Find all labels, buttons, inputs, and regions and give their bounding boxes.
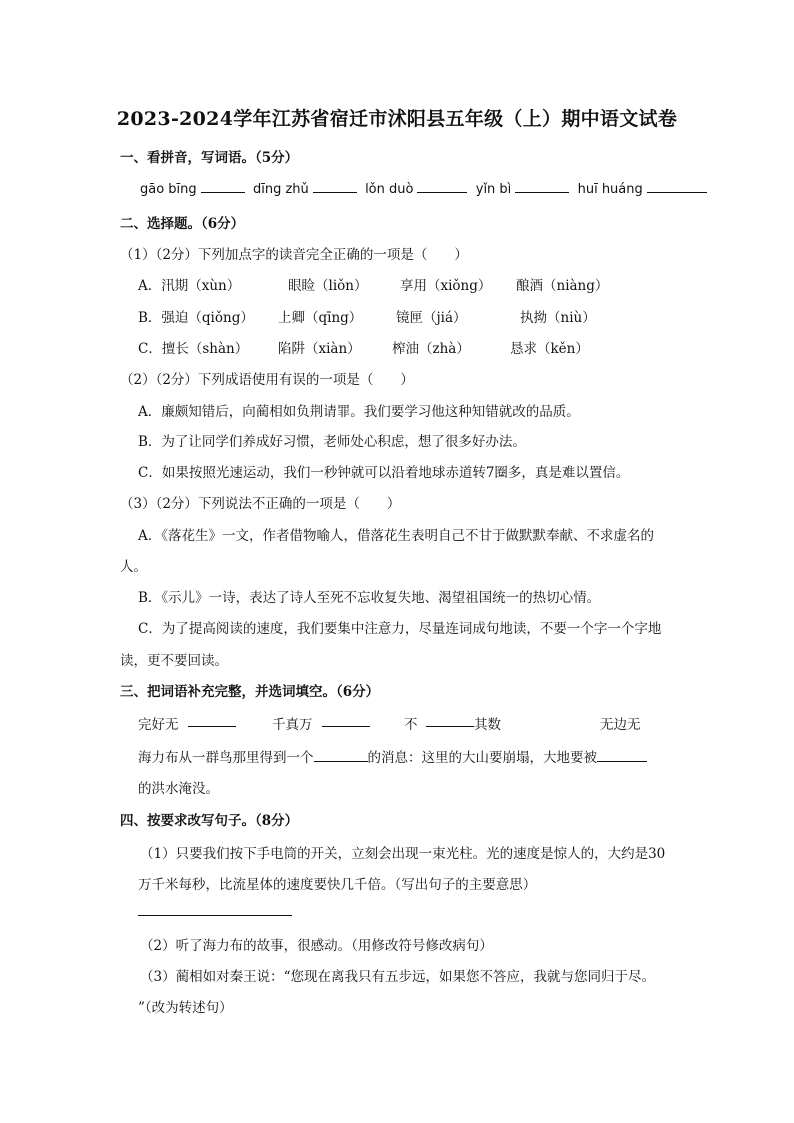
section-4-heading: 四、按要求改写句子。（8分） — [120, 813, 299, 829]
rewrite-q2: （2）听了海力布的故事，很感动。（用修改符号修改病句） — [140, 938, 493, 954]
section-2-heading: 二、选择题。（6分） — [120, 216, 245, 232]
section-3-heading: 三、把词语补充完整，并选词填空。（6分） — [120, 684, 380, 700]
idiom-3-prefix: 不 — [404, 717, 418, 733]
option-c-4: 恳求（kěn） — [510, 341, 589, 357]
pinyin-item: gāo bīng — [140, 182, 197, 197]
fill-sentence-line-2: 的洪水淹没。 — [138, 781, 219, 797]
option-a: A．廉颇知错后，向蔺相如负荆请罪。我们要学习他这种知错就改的品质。 — [138, 404, 580, 420]
idiom-2: 千真万 — [272, 717, 313, 733]
answer-blank[interactable] — [647, 180, 707, 193]
option-a-line-2: 人。 — [120, 559, 147, 575]
option-c-3: 榨油（zhà） — [392, 341, 470, 357]
pinyin-item: dīng zhǔ — [252, 182, 309, 197]
option-c-1: C．擅长（shàn） — [138, 341, 249, 357]
fill-text-1: 海力布从一群鸟那里得到一个 — [138, 750, 314, 766]
idiom-4: 无边无 — [600, 717, 641, 733]
fill-blank-2[interactable] — [597, 749, 647, 762]
option-c-line-1: C．为了提高阅读的速度，我们要集中注意力，尽量连词成句地读，不要一个字一个字地 — [138, 621, 662, 637]
pinyin-row — [140, 180, 711, 197]
page-title: 2023-2024学年江苏省宿迁市沭阳县五年级（上）期中语文试卷 — [116, 108, 678, 130]
option-a-line-1: A．《落花生》一文，作者借物喻人，借落花生表明自己不甘于做默默奉献、不求虚名的 — [138, 528, 654, 544]
answer-blank[interactable] — [417, 180, 467, 193]
fill-text-2: 的消息：这里的大山要崩塌，大地要被 — [367, 750, 597, 766]
option-b-4: 执拗（niù） — [520, 310, 596, 326]
rewrite-q1-line-2: 万千米每秒，比流星体的速度要快几千倍。（写出句子的主要意思） — [138, 877, 537, 893]
idiom-3-blank[interactable] — [426, 714, 474, 727]
idiom-1-blank[interactable] — [188, 714, 236, 727]
option-a-2: 眼睑（liǒn） — [288, 278, 368, 294]
answer-blank[interactable] — [201, 180, 245, 193]
question-2-1-stem: （1）（2分）下列加点字的读音完全正确的一项是（ ） — [120, 247, 468, 263]
option-b-1: B．强迫（qiǒng） — [138, 310, 254, 326]
rewrite-q1-line-1: （1）只要我们按下手电筒的开关，立刻会出现一束光柱。光的速度是惊人的，大约是30 — [140, 846, 666, 862]
idiom-1: 完好无 — [138, 717, 179, 733]
option-b: B．为了让同学们养成好习惯，老师处心积虑，想了很多好办法。 — [138, 434, 526, 450]
option-b-2: 上卿（qīng） — [278, 310, 363, 326]
option-b-3: 镜匣（jiá） — [396, 310, 467, 326]
option-b: B．《示儿》一诗，表达了诗人至死不忘收复失地、渴望祖国统一的热切心情。 — [138, 590, 601, 606]
pinyin-item: yǐn bì — [475, 182, 512, 197]
pinyin-item: huī huáng — [577, 182, 643, 197]
option-a-3: 享用（xiǒng） — [400, 278, 492, 294]
fill-blank-1[interactable] — [314, 749, 368, 762]
option-a-4: 酿酒（niàng） — [516, 278, 609, 294]
question-2-2-stem: （2）（2分）下列成语使用有误的一项是（ ） — [120, 372, 414, 388]
option-c-line-2: 读，更不要回读。 — [120, 653, 228, 669]
fill-sentence-line-1 — [138, 746, 647, 766]
rewrite-q1-answer-line[interactable] — [138, 915, 292, 916]
idiom-3-suffix: 其数 — [474, 717, 501, 733]
answer-blank[interactable] — [515, 180, 569, 193]
rewrite-q3-line-1: （3）蔺相如对秦王说：“您现在离我只有五步远，如果您不答应，我就与您同归于尽。 — [140, 969, 655, 985]
option-a-1: A．汛期（xùn） — [138, 278, 241, 294]
section-1-heading: 一、看拼音，写词语。（5分） — [120, 150, 299, 166]
pinyin-item: lǒn duò — [365, 182, 414, 197]
option-c: C．如果按照光速运动，我们一秒钟就可以沿着地球赤道转7圈多，真是难以置信。 — [138, 465, 630, 481]
question-2-3-stem: （3）（2分）下列说法不正确的一项是（ ） — [120, 496, 401, 512]
idiom-2-blank[interactable] — [322, 714, 370, 727]
option-c-2: 陷阱（xiàn） — [278, 341, 361, 357]
rewrite-q3-line-2: ”（改为转述句） — [138, 1000, 233, 1016]
answer-blank[interactable] — [313, 180, 357, 193]
